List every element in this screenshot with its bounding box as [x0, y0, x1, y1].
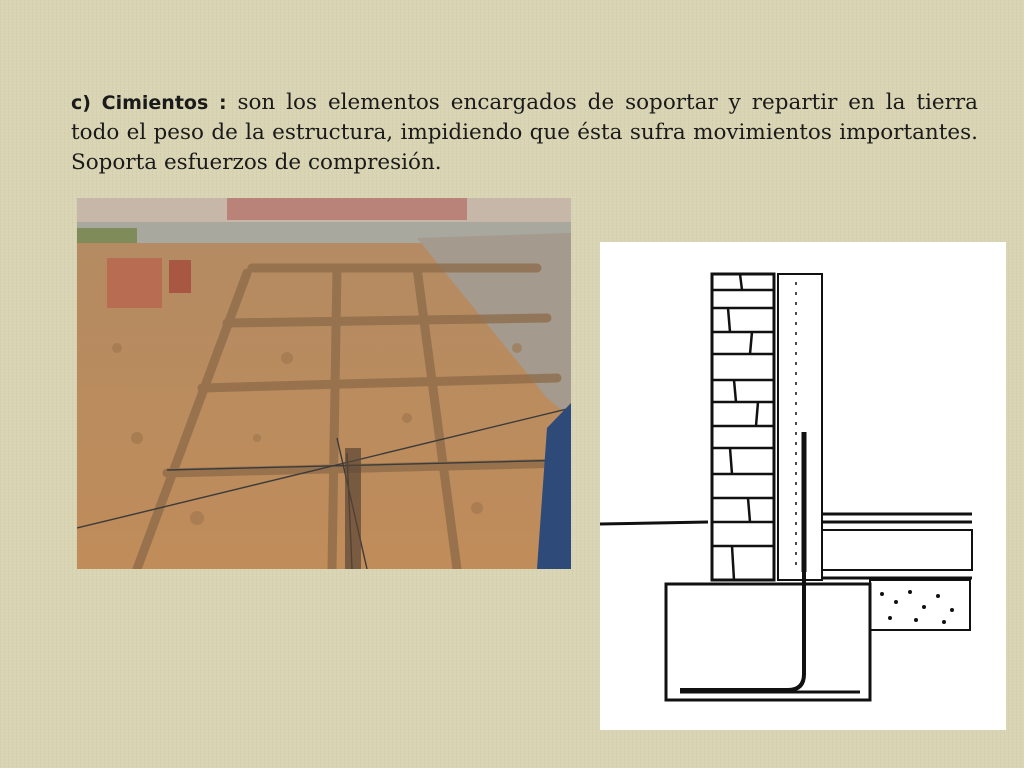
- stone-wall: [712, 274, 774, 580]
- footing: [666, 572, 870, 700]
- foundation-section-drawing: [600, 242, 1006, 730]
- plaster-layer: [778, 274, 822, 580]
- definition-paragraph: [71, 88, 978, 178]
- floor-slab: [822, 514, 972, 630]
- foundation-excavation-photo: [77, 198, 571, 569]
- term-heading: c) Cimientos :: [71, 91, 227, 114]
- definition-text: son los elementos encargados de soportar y repartir en la tierra todo el peso de la estructura, impidiendo que ésta sufra movimientos importantes. Soporta esfuerzos de compresión.: [71, 89, 978, 175]
- brick-stack: [107, 258, 162, 308]
- rebar-cage: [345, 448, 361, 569]
- ground-line: [600, 522, 708, 524]
